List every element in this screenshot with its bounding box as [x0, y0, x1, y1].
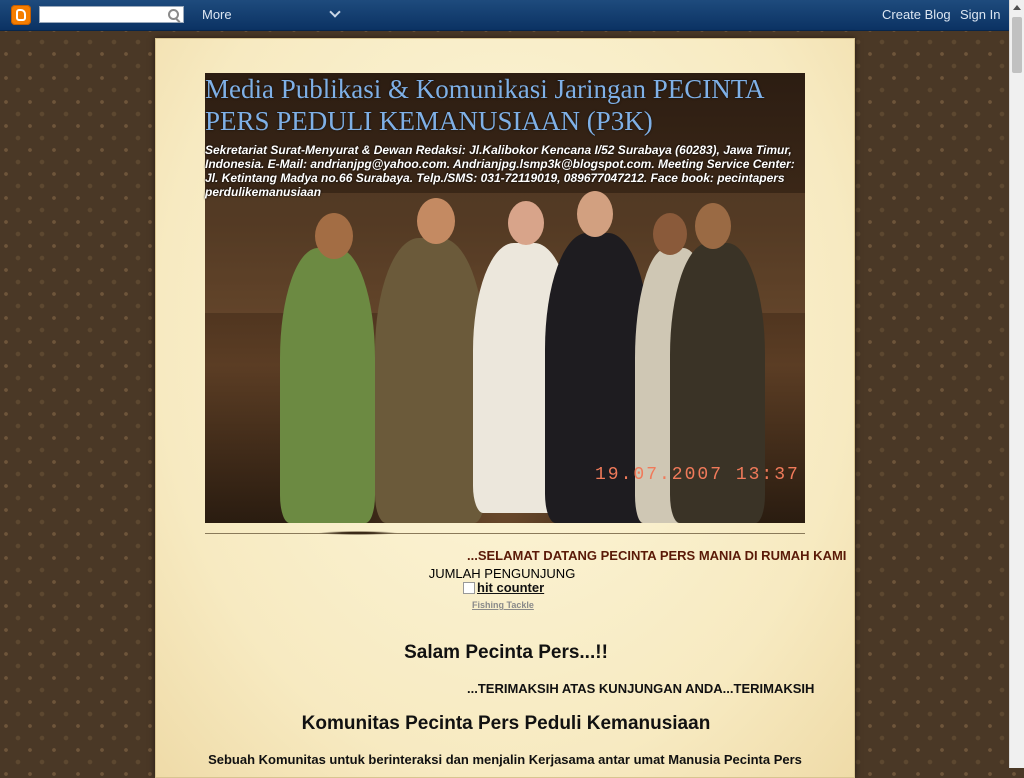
fishing-tackle-link[interactable]: Fishing Tackle [472, 600, 534, 610]
photo-timestamp: 19.07.2007 13:37 [595, 465, 800, 485]
photo-person [280, 248, 375, 523]
hit-counter-link[interactable] [463, 580, 544, 596]
blog-title[interactable]: Media Publikasi & Komunikasi Jaringan PECINTA PERS PEDULI KEMANUSIAAN (P3K) [205, 74, 764, 136]
vertical-scrollbar[interactable] [1009, 0, 1024, 768]
search-icon[interactable] [168, 9, 179, 20]
welcome-marquee-text: ...SELAMAT DATANG PECINTA PERS MANIA DI RUMAH KAMI [467, 548, 847, 563]
photo-head [508, 201, 544, 245]
scrollbar-thumb[interactable] [1012, 17, 1022, 73]
hit-counter-alt-text[interactable]: hit counter [477, 580, 545, 595]
welcome-marquee [205, 548, 847, 566]
scroll-up-arrow-icon[interactable] [1013, 5, 1021, 10]
community-title: Komunitas Pecinta Pers Peduli Kemanusiaan [301, 713, 711, 734]
photo-head [653, 213, 687, 255]
chevron-down-icon[interactable] [329, 6, 340, 17]
blogger-navbar [0, 0, 1009, 31]
create-blog-link[interactable]: Create Blog [882, 7, 951, 22]
photo-head [417, 198, 455, 244]
thanks-marquee [205, 681, 815, 699]
header-divider [205, 533, 805, 534]
divider-ornament-icon [318, 531, 398, 535]
header-photo [205, 73, 805, 523]
thanks-marquee-text: ...TERIMAKSIH ATAS KUNJUNGAN ANDA...TERIMAKSIH [467, 681, 815, 696]
greeting-heading: Salam Pecinta Pers...!! [404, 642, 608, 663]
broken-image-icon [463, 582, 475, 594]
visitor-counter-text: JUMLAH PENGUNJUNG [428, 566, 576, 581]
photo-head [315, 213, 353, 259]
blogger-logo-icon[interactable] [11, 5, 31, 25]
community-description: Sebuah Komunitas untuk berinteraksi dan menjalin Kerjasama antar umat Manusia Pecinta Pers [208, 752, 802, 767]
photo-person [375, 238, 485, 523]
content-panel [155, 38, 855, 778]
more-menu-button[interactable]: More [202, 7, 232, 22]
search-input[interactable] [39, 6, 184, 23]
sign-in-link[interactable]: Sign In [960, 7, 1001, 22]
photo-head [695, 203, 731, 249]
visitor-counter-label [156, 566, 856, 581]
blog-description: Sekretariat Surat-Menyurat & Dewan Redaksi: Jl.Kalibokor Kencana I/52 Surabaya (60283), Jawa Timur, Indonesia. E-Mail: andrianjpg@yahoo.com. Andrianjpg.lsmp3k@blogspot.com. Meeting Service Center: Jl. Ketintang Madya no.66 Surabaya. Telp./SMS: 031-72119019, 089677047212. Face book: pecintapers perdulikemanusiaan [205, 143, 795, 199]
